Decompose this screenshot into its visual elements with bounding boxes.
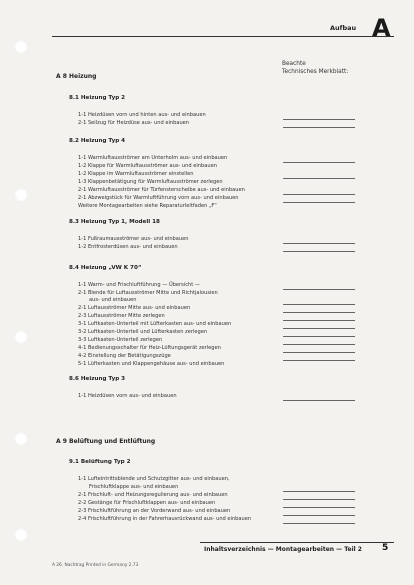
list-item: 2-1 Blende für Luftausströmer Mitte und Richtjalousien bbox=[78, 290, 218, 296]
entry-line bbox=[283, 320, 355, 321]
list-item: 2-1 Warmluftausströmer für Türfensterscheibe aus- und einbauen bbox=[78, 187, 245, 193]
entry-line bbox=[283, 178, 355, 179]
entry-line bbox=[283, 289, 355, 290]
list-item: 1-2 Klappe für Warmluftausströmer aus- und einbauen bbox=[78, 163, 217, 169]
chapter-title: A 8 Heizung bbox=[56, 73, 97, 80]
list-item: 2-1 Frischluft- und Heizungsregulierung aus- und einbauen bbox=[78, 492, 228, 498]
list-item: 3-1 Luftkasten-Unterteil mit Lüfterkasten aus- und einbauen bbox=[78, 321, 232, 327]
entry-line bbox=[283, 194, 355, 195]
list-item: 1-2 Klappe im Warmluftausströmer einstellen bbox=[78, 171, 194, 177]
list-item: 1-1 Fußraumausströmer aus- und einbauen bbox=[78, 236, 189, 242]
punch-hole bbox=[14, 188, 28, 202]
list-item: 1-3 Klappenbetätigung für Warmluftausströmer zerlegen bbox=[78, 179, 223, 185]
entry-line bbox=[283, 491, 355, 492]
list-item: 4-1 Bedienungsschalter für Heiz-Lüftungsgerät zerlegen bbox=[78, 345, 221, 351]
footer-rule bbox=[200, 542, 394, 543]
punch-hole bbox=[14, 432, 28, 446]
entry-line bbox=[283, 202, 355, 203]
entry-line bbox=[283, 499, 355, 500]
merkblatt-label: Technisches Merkblatt: bbox=[282, 69, 349, 75]
list-item: 1-2 Entfrosterdüsen aus- und einbauen bbox=[78, 244, 178, 250]
header-rule bbox=[52, 36, 394, 37]
entry-line bbox=[283, 515, 355, 516]
list-item: 2-3 Luftausströmer Mitte zerlegen bbox=[78, 313, 165, 319]
list-item: 2-1 Luftausströmer Mitte aus- und einbauen bbox=[78, 305, 191, 311]
list-item: 2-1 Seilzug für Heizdüse aus- und einbauen bbox=[78, 120, 190, 126]
entry-line bbox=[283, 312, 355, 313]
entry-line bbox=[283, 304, 355, 305]
footer-title: Inhaltsverzeichnis — Montagearbeiten — Teil 2 bbox=[204, 546, 362, 553]
list-item: 3-2 Luftkasten-Unterteil und Lüfterkasten zerlegen bbox=[78, 329, 208, 335]
entry-line bbox=[283, 400, 355, 401]
entry-line bbox=[283, 336, 355, 337]
print-note: A 26. Nachtrag Printed in Germany 2.73 bbox=[52, 563, 139, 568]
list-item: 3-3 Luftkasten-Unterteil zerlegen bbox=[78, 337, 163, 343]
subsection-title: 8.2 Heizung Typ 4 bbox=[69, 138, 126, 144]
entry-line bbox=[283, 127, 355, 128]
notes-heading bbox=[282, 60, 348, 76]
list-item: 1-1 Heizdüsen vorn und hinten aus- und einbauen bbox=[78, 112, 206, 118]
list-item: 2-1 Abzweigstück für Warmluftführung vorn aus- und einbauen bbox=[78, 195, 239, 201]
section-name: Aufbau bbox=[330, 24, 357, 32]
list-item: Frischluftklappe aus- und einbauen bbox=[89, 484, 179, 490]
punch-hole bbox=[14, 40, 28, 54]
list-item: 4-2 Einstellung der Betätigungszüge bbox=[78, 353, 171, 359]
subsection-title: 8.1 Heizung Typ 2 bbox=[69, 95, 126, 101]
list-item: 2-3 Frischluftführung an der Vorderwand aus- und einbauen bbox=[78, 508, 231, 514]
list-item: 1-1 Warm- und Frischluftführung — Übersicht — bbox=[78, 282, 200, 288]
entry-line bbox=[283, 328, 355, 329]
entry-line bbox=[283, 523, 355, 524]
subsection-title: 8.6 Heizung Typ 3 bbox=[69, 376, 126, 382]
entry-line bbox=[283, 162, 355, 163]
section-letter: A bbox=[372, 14, 391, 42]
entry-line bbox=[283, 243, 355, 244]
entry-line bbox=[283, 360, 355, 361]
list-item: 2-2 Gestänge für Frischluftklappen aus- und einbauen bbox=[78, 500, 216, 506]
entry-line bbox=[283, 344, 355, 345]
list-item: 2-4 Frischluftführung in der Fahrerhausrückwand aus- und einbauen bbox=[78, 516, 252, 522]
chapter-title: A 9 Belüftung und Entlüftung bbox=[56, 438, 156, 445]
list-item: 1-1 Heizdüsen vorn aus- und einbauen bbox=[78, 393, 177, 399]
list-item: 1-1 Lufteintrittsblende und Schutzgitter aus- und einbauen, bbox=[78, 476, 230, 482]
subsection-title: 9.1 Belüftung Typ 2 bbox=[69, 459, 131, 465]
punch-hole bbox=[14, 330, 28, 344]
page-number: 5 bbox=[382, 543, 389, 553]
beachte-label: Beachte bbox=[282, 61, 306, 67]
list-item: 1-1 Warmluftausströmer am Unterholm aus- und einbauen bbox=[78, 155, 228, 161]
subsection-title: 8.4 Heizung „VW K 70“ bbox=[69, 265, 142, 271]
subsection-title: 8.3 Heizung Typ 1, Modell 18 bbox=[69, 219, 160, 225]
entry-line bbox=[283, 119, 355, 120]
list-item: aus- und einbauen bbox=[89, 297, 137, 303]
entry-line bbox=[283, 507, 355, 508]
list-item: Weitere Montagearbeiten siehe Reparaturleitfaden „F“ bbox=[78, 203, 217, 209]
entry-line bbox=[283, 251, 355, 252]
punch-hole bbox=[14, 528, 28, 542]
entry-line bbox=[283, 352, 355, 353]
list-item: 5-1 Lüfterkasten und Klappengehäuse aus- und einbauen bbox=[78, 361, 225, 367]
